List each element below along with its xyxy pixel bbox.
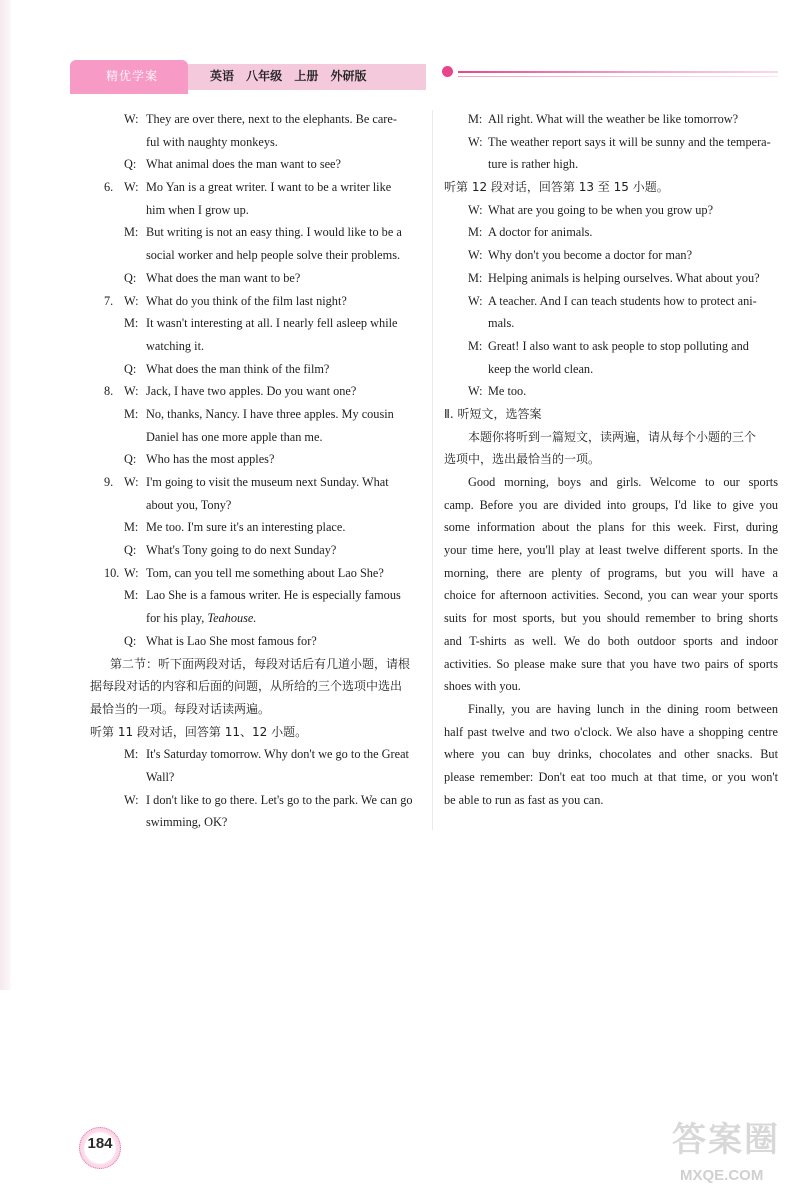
speaker-label: Q:	[124, 157, 137, 172]
header-rule-thin	[458, 76, 778, 77]
passage-text: Good morning, boys and girls. Welcome to our sports	[468, 475, 778, 489]
dialogue-text: It wasn't interesting at all. I nearly fell asleep while	[146, 316, 398, 331]
text-line	[444, 539, 780, 562]
passage-text: where you can buy drinks, chocolates and other snacks. But	[444, 747, 778, 762]
text-line	[444, 403, 780, 426]
passage-text: suits for most sports, but you should remember to bring shorts	[444, 611, 778, 626]
text-line	[444, 290, 780, 313]
text-line	[444, 721, 780, 744]
speaker-label: M:	[124, 520, 139, 535]
instruction-text: 选项中，选出最恰当的一项。	[444, 452, 601, 467]
page-header	[0, 54, 806, 94]
text-line	[444, 426, 780, 449]
dialogue-text: Me too.	[488, 384, 527, 399]
dialogue-text: What's Tony going to do next Sunday?	[146, 543, 337, 558]
brand-title: 精优学案	[105, 69, 158, 83]
text-line	[90, 562, 420, 585]
watermark-url: MXQE.COM	[680, 1167, 764, 1184]
text-line	[444, 494, 780, 517]
text-line	[90, 221, 420, 244]
dialogue-text: for his play, Teahouse.	[146, 611, 257, 626]
dialogue-text: A teacher. And I can teach students how to protect ani-	[488, 293, 757, 308]
dialogue-text: I'm going to visit the museum next Sunday. What	[146, 475, 389, 489]
text-line	[90, 494, 420, 517]
speaker-label: M:	[124, 747, 139, 762]
speaker-label: W:	[124, 293, 139, 308]
text-line	[444, 789, 780, 812]
text-line	[90, 335, 420, 358]
text-line	[444, 176, 780, 199]
text-line	[90, 516, 420, 539]
dialogue-text: Tom, can you tell me something about Lao She?	[146, 565, 384, 580]
text-line	[90, 811, 420, 834]
text-line	[90, 108, 420, 131]
page-number: 184	[87, 1135, 113, 1152]
dialogue-text: What animal does the man want to see?	[146, 157, 341, 172]
passage-text: be able to run as fast as you can.	[444, 792, 604, 807]
question-number: 6.	[104, 180, 114, 195]
passage-text: half past twelve and two o'clock. We also have a shopping centre	[444, 724, 778, 739]
dialogue-text: What are you going to be when you grow up?	[488, 202, 714, 217]
dialogue-text: Why don't you become a doctor for man?	[488, 248, 693, 263]
speaker-label: Q:	[124, 270, 137, 285]
text-line	[444, 584, 780, 607]
passage-text: Finally, you are having lunch in the dining room between	[468, 701, 778, 716]
text-line	[90, 267, 420, 290]
speaker-label: W:	[468, 293, 483, 308]
passage-text: your time here, you'll play at least twelve different sports. In the	[444, 543, 778, 558]
instruction-text: 据每段对话的内容和后面的问题，从所给的三个选项中选出	[90, 679, 403, 694]
passage-text: activities. So please make sure that you have two pairs of sports	[444, 656, 778, 671]
speaker-label: W:	[468, 202, 483, 217]
dialogue-text: No, thanks, Nancy. I have three apples. My cousin	[146, 406, 394, 421]
passage-text: and T-shirts as well. We do both outdoor sports and indoor	[444, 633, 778, 648]
dialogue-text: Mo Yan is a great writer. I want to be a writer like	[146, 180, 392, 195]
text-line	[444, 743, 780, 766]
dialogue-text: I don't like to go there. Let's go to the park. We can go	[146, 792, 413, 807]
text-line	[90, 630, 420, 653]
text-line	[444, 131, 780, 154]
speaker-label: W:	[124, 792, 139, 807]
text-line	[90, 244, 420, 267]
text-line	[90, 698, 420, 721]
speaker-label: W:	[124, 180, 139, 195]
speaker-label: W:	[468, 384, 483, 399]
dialogue-text: Wall?	[146, 769, 175, 784]
dialogue-text: mals.	[488, 316, 515, 331]
text-line	[90, 380, 420, 403]
dialogue-text: keep the world clean.	[488, 361, 594, 376]
dialogue-text: They are over there, next to the elephants. Be care-	[146, 112, 397, 126]
dialogue-text: Helping animals is helping ourselves. What about you?	[488, 270, 760, 285]
speaker-label: W:	[124, 565, 139, 580]
text-line	[444, 358, 780, 381]
watermark-logo: 答案圈	[672, 1120, 780, 1160]
text-line	[444, 562, 780, 585]
question-number: 9.	[104, 475, 114, 489]
text-line	[444, 607, 780, 630]
dialogue-text: What does the man think of the film?	[146, 361, 330, 376]
text-line	[90, 290, 420, 313]
dialogue-text: Who has the most apples?	[146, 452, 275, 467]
question-number: 7.	[104, 293, 114, 308]
text-line	[90, 448, 420, 471]
text-line	[444, 267, 780, 290]
text-line	[90, 176, 420, 199]
header-dot-icon	[442, 66, 453, 77]
dialogue-text: What is Lao She most famous for?	[146, 633, 317, 648]
instruction-text: 听第 12 段对话，回答第 13 至 15 小题。	[444, 180, 669, 195]
speaker-label: M:	[124, 588, 139, 603]
dialogue-text: Great! I also want to ask people to stop polluting and	[488, 338, 749, 353]
speaker-label: W:	[124, 384, 139, 399]
play-title: Teahouse.	[207, 611, 257, 626]
speaker-label: M:	[124, 225, 139, 240]
text-line	[90, 403, 420, 426]
speaker-label: M:	[468, 270, 483, 285]
text-line	[90, 471, 420, 494]
text-line	[90, 539, 420, 562]
text-line	[444, 653, 780, 676]
dialogue-text: social worker and help people solve their problems.	[146, 248, 401, 263]
dialogue-text: ture is rather high.	[488, 157, 579, 172]
dialogue-text: Lao She is a famous writer. He is especially famous	[146, 588, 401, 603]
passage-text: some information about the plans for this week. First, during	[444, 520, 778, 535]
dialogue-text: The weather report says it will be sunny and the tempera-	[488, 134, 771, 149]
instruction-text: 听第 11 段对话，回答第 11、12 小题。	[90, 724, 308, 739]
dialogue-text: Daniel has one more apple than me.	[146, 429, 323, 444]
speaker-label: Q:	[124, 633, 137, 648]
instruction-text: 最恰当的一项。每段对话读两遍。	[90, 701, 271, 716]
dialogue-text: What does the man want to be?	[146, 270, 301, 285]
passage-text: shoes with you.	[444, 679, 521, 694]
speaker-label: M:	[468, 225, 483, 240]
text-line	[90, 743, 420, 766]
text-line	[444, 698, 780, 721]
text-line	[444, 312, 780, 335]
text-line	[90, 312, 420, 335]
speaker-label: M:	[468, 338, 483, 353]
text-line	[444, 244, 780, 267]
dialogue-text: All right. What will the weather be like tomorrow?	[488, 112, 739, 126]
book-subject: 英语 八年级 上册 外研版	[210, 69, 367, 83]
text-line	[444, 448, 780, 471]
dialogue-text: about you, Tony?	[146, 497, 232, 512]
text-line	[444, 380, 780, 403]
text-line	[444, 675, 780, 698]
speaker-label: W:	[468, 134, 483, 149]
instruction-text: 本题你将听到一篇短文，读两遍，请从每个小题的三个	[468, 429, 757, 444]
header-rule	[458, 71, 778, 73]
instruction-text: 第二节：听下面两段对话，每段对话后有几道小题，请根	[110, 656, 411, 671]
speaker-label: Q:	[124, 543, 137, 558]
dialogue-text: Jack, I have two apples. Do you want one?	[146, 384, 357, 399]
speaker-label: M:	[124, 316, 139, 331]
text-line	[90, 675, 420, 698]
text-line	[90, 153, 420, 176]
text-line	[90, 584, 420, 607]
left-column	[90, 108, 420, 834]
text-line	[444, 335, 780, 358]
passage-text: camp. Before you are divided into groups, I'd like to give you	[444, 497, 778, 512]
dialogue-text: Me too. I'm sure it's an interesting place.	[146, 520, 346, 535]
speaker-label: M:	[124, 406, 139, 421]
dialogue-text: him when I grow up.	[146, 202, 249, 217]
text-line	[444, 153, 780, 176]
column-divider	[432, 110, 433, 830]
text-line	[90, 607, 420, 630]
text-line	[444, 108, 780, 131]
question-number: 10.	[104, 565, 120, 580]
speaker-label: W:	[124, 475, 139, 489]
dialogue-text: What do you think of the film last night?	[146, 293, 347, 308]
text-line	[444, 199, 780, 222]
text-line	[90, 653, 420, 676]
speaker-label: Q:	[124, 452, 137, 467]
dialogue-text: It's Saturday tomorrow. Why don't we go to the Great	[146, 747, 409, 762]
dialogue-text: watching it.	[146, 338, 205, 353]
right-column	[444, 108, 780, 811]
speaker-label: W:	[468, 248, 483, 263]
text-line	[444, 766, 780, 789]
text-line	[90, 426, 420, 449]
speaker-label: M:	[468, 112, 483, 126]
text-line	[444, 471, 780, 494]
text-line	[444, 516, 780, 539]
dialogue-text: ful with naughty monkeys.	[146, 134, 278, 149]
passage-text: choice for afternoon activities. Second, you can wear your sports	[444, 588, 778, 603]
passage-text: please remember: Don't eat too much at that time, or you won't	[444, 769, 778, 784]
text-line	[90, 789, 420, 812]
text-line	[444, 630, 780, 653]
speaker-label: Q:	[124, 361, 137, 376]
speaker-label: W:	[124, 112, 139, 126]
text-line	[90, 358, 420, 381]
dialogue-text: swimming, OK?	[146, 815, 228, 830]
text-line	[90, 721, 420, 744]
text-line	[90, 766, 420, 789]
text-line	[90, 131, 420, 154]
question-number: 8.	[104, 384, 114, 399]
instruction-text: Ⅱ. 听短文，选答案	[444, 406, 542, 421]
dialogue-text: But writing is not an easy thing. I would like to be a	[146, 225, 402, 240]
text-line	[90, 199, 420, 222]
page-edge-band	[0, 0, 12, 990]
dialogue-text: A doctor for animals.	[488, 225, 593, 240]
passage-text: morning, there are plenty of programs, but you will have a	[444, 565, 778, 580]
text-line	[444, 221, 780, 244]
